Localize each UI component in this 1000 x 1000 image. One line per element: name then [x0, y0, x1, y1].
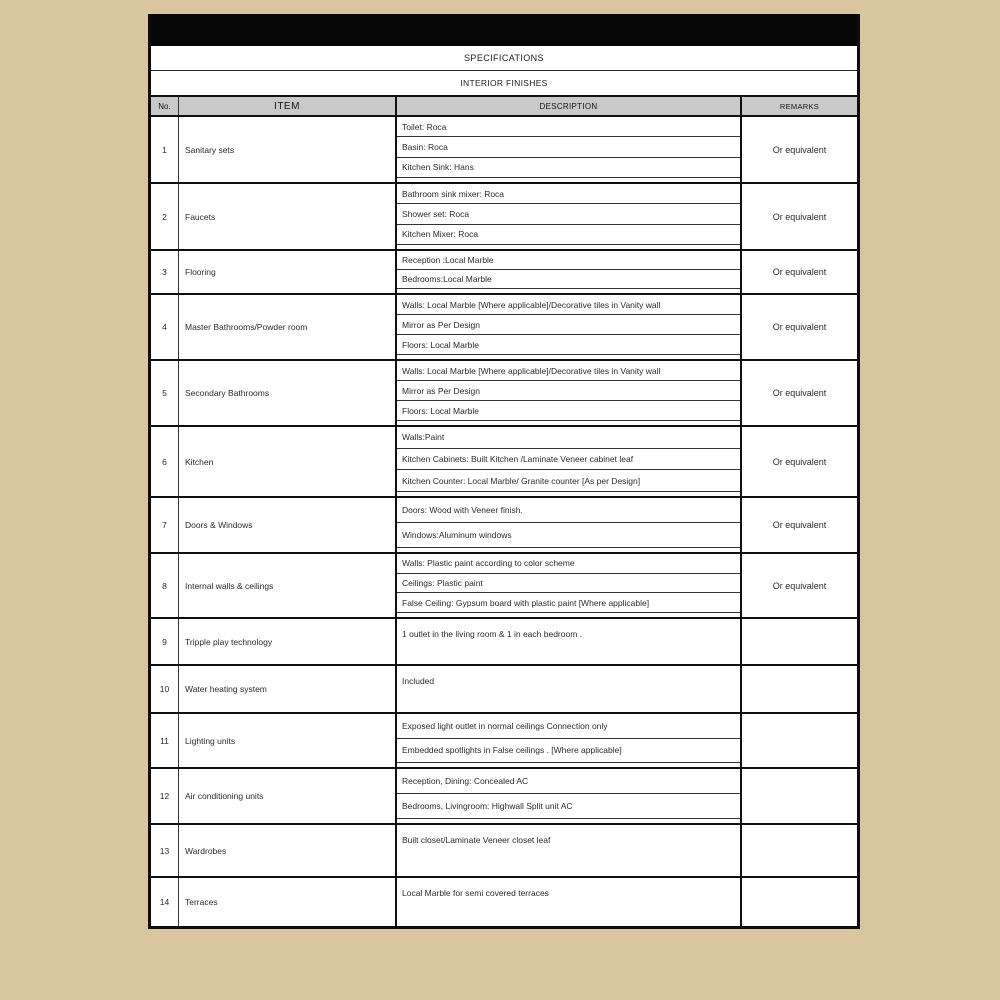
remarks-cell: [742, 769, 857, 823]
item-cell: Internal walls & ceilings: [179, 554, 397, 617]
row-number-cell: 11: [151, 714, 179, 767]
remarks-cell: [742, 666, 857, 712]
item-cell: Doors & Windows: [179, 498, 397, 552]
item-cell: Water heating system: [179, 666, 397, 712]
description-cell: [397, 117, 742, 182]
row-number-cell: 3: [151, 251, 179, 293]
description-line: Reception, Dining: Concealed AC: [397, 769, 740, 794]
table-row: [151, 666, 857, 714]
remarks-cell: Or equivalent: [772, 456, 827, 467]
header-remarks: REMARKS: [779, 101, 820, 111]
item-cell: Secondary Bathrooms: [179, 361, 397, 425]
remarks-cell: Or equivalent: [772, 211, 827, 222]
row-number-cell: 5: [151, 361, 179, 425]
remarks-cell: [742, 714, 857, 767]
description-cell: [397, 825, 742, 876]
description-line: Shower set: Roca: [397, 204, 740, 224]
description-cell: [397, 554, 742, 617]
description-line: Windows:Aluminum windows: [397, 523, 740, 548]
remarks-cell: Or equivalent: [772, 580, 827, 591]
row-number-cell: 2: [151, 184, 179, 249]
document-page: [148, 14, 860, 929]
remarks-cell: [742, 825, 857, 876]
description-line: Floors: Local Marble: [397, 335, 740, 355]
description-line: Walls: Local Marble [Where applicable]/Decorative tiles in Vanity wall: [397, 361, 740, 381]
section-subtitle: INTERIOR FINISHES: [460, 78, 548, 88]
row-number-cell: 9: [151, 619, 179, 664]
remarks-cell: Or equivalent: [772, 388, 827, 398]
description-line: Kitchen Sink: Hans: [397, 158, 740, 178]
item-cell: Air conditioning units: [179, 769, 397, 823]
table-row: [151, 251, 857, 295]
row-number-cell: 13: [151, 825, 179, 876]
description-line: Kitchen Mixer: Roca: [397, 225, 740, 245]
item-cell: Lighting units: [179, 714, 397, 767]
table-header-row: [151, 97, 857, 117]
remarks-cell: Or equivalent: [772, 520, 827, 530]
spec-title-row: [151, 46, 857, 71]
description-line: Reception :Local Marble: [397, 251, 740, 270]
description-cell: [397, 714, 742, 767]
row-number-cell: 7: [151, 498, 179, 552]
table-row: [151, 878, 857, 926]
page-title: SPECIFICATIONS: [464, 53, 544, 63]
table-row: [151, 184, 857, 251]
description-line: Kitchen Counter: Local Marble/ Granite counter [As per Design]: [397, 470, 740, 492]
table-row: [151, 498, 857, 554]
item-cell: Kitchen: [179, 427, 397, 496]
description-line: Walls: Plastic paint according to color scheme: [397, 554, 740, 574]
row-number-cell: 10: [151, 666, 179, 712]
item-cell: Wardrobes: [179, 825, 397, 876]
remarks-cell: Or equivalent: [772, 267, 827, 277]
description-cell: [397, 184, 742, 249]
header-description: DESCRIPTION: [397, 97, 742, 115]
row-number-cell: 6: [151, 427, 179, 496]
specifications-table: [151, 97, 857, 926]
description-cell: [397, 769, 742, 823]
description-cell: [397, 666, 742, 712]
description-cell: [397, 361, 742, 425]
row-number-cell: 1: [151, 117, 179, 182]
description-line: Basin: Roca: [397, 137, 740, 157]
description-line: Built closet/Laminate Veneer closet leaf: [402, 835, 551, 845]
table-row: [151, 117, 857, 184]
table-row: [151, 427, 857, 498]
description-cell: [397, 619, 742, 664]
description-line: Exposed light outlet in normal ceilings Connection only: [397, 714, 740, 739]
remarks-cell: [742, 619, 857, 664]
description-line: 1 outlet in the living room & 1 in each bedroom .: [402, 629, 583, 639]
table-row: [151, 619, 857, 666]
table-row: [151, 554, 857, 619]
table-row: [151, 361, 857, 427]
description-line: Walls: Local Marble [Where applicable]/Decorative tiles in Vanity wall: [397, 295, 740, 315]
description-cell: [397, 498, 742, 552]
description-line: Ceilings: Plastic paint: [397, 574, 740, 594]
table-body: [151, 117, 857, 926]
row-number-cell: 14: [151, 878, 179, 926]
remarks-cell: Or equivalent: [772, 144, 827, 155]
item-cell: Terraces: [179, 878, 397, 926]
description-line: Mirror as Per Design: [397, 381, 740, 401]
description-cell: [397, 295, 742, 359]
item-cell: Master Bathrooms/Powder room: [179, 295, 397, 359]
row-number-cell: 4: [151, 295, 179, 359]
description-line: Walls:Paint: [397, 427, 740, 449]
description-line: Mirror as Per Design: [397, 315, 740, 335]
remarks-cell: [742, 878, 857, 926]
interior-finishes-row: [151, 71, 857, 97]
description-line: Bedrooms, Livingroom: Highwall Split unit AC: [397, 794, 740, 819]
description-line: Floors: Local Marble: [397, 401, 740, 421]
description-cell: [397, 427, 742, 496]
table-row: [151, 295, 857, 361]
description-cell: [397, 878, 742, 926]
description-line: Local Marble for semi covered terraces: [402, 888, 549, 898]
item-cell: Sanitary sets: [179, 117, 397, 182]
header-item: ITEM: [179, 97, 397, 115]
item-cell: Flooring: [179, 251, 397, 293]
description-line: Toilet: Roca: [397, 117, 740, 137]
row-number-cell: 8: [151, 554, 179, 617]
description-line: Bathroom sink mixer: Roca: [397, 184, 740, 204]
remarks-cell: Or equivalent: [772, 322, 827, 332]
description-line: Doors: Wood with Veneer finish.: [397, 498, 740, 523]
header-no: No.: [151, 97, 179, 115]
table-row: [151, 769, 857, 825]
table-row: [151, 714, 857, 769]
description-line: Kitchen Cabinets: Built Kitchen /Laminate Veneer cabinet leaf: [397, 449, 740, 471]
description-cell: [397, 251, 742, 293]
item-cell: Tripple play technology: [179, 619, 397, 664]
description-line: Included: [402, 676, 435, 686]
row-number-cell: 12: [151, 769, 179, 823]
description-line: Embedded spotlights in False ceilings . [Where applicable]: [397, 739, 740, 764]
table-row: [151, 825, 857, 878]
description-line: Bedrooms:Local Marble: [397, 270, 740, 289]
description-line: False Ceiling: Gypsum board with plastic paint [Where applicable]: [397, 593, 740, 613]
redacted-title-bar: [151, 14, 857, 46]
item-cell: Faucets: [179, 184, 397, 249]
